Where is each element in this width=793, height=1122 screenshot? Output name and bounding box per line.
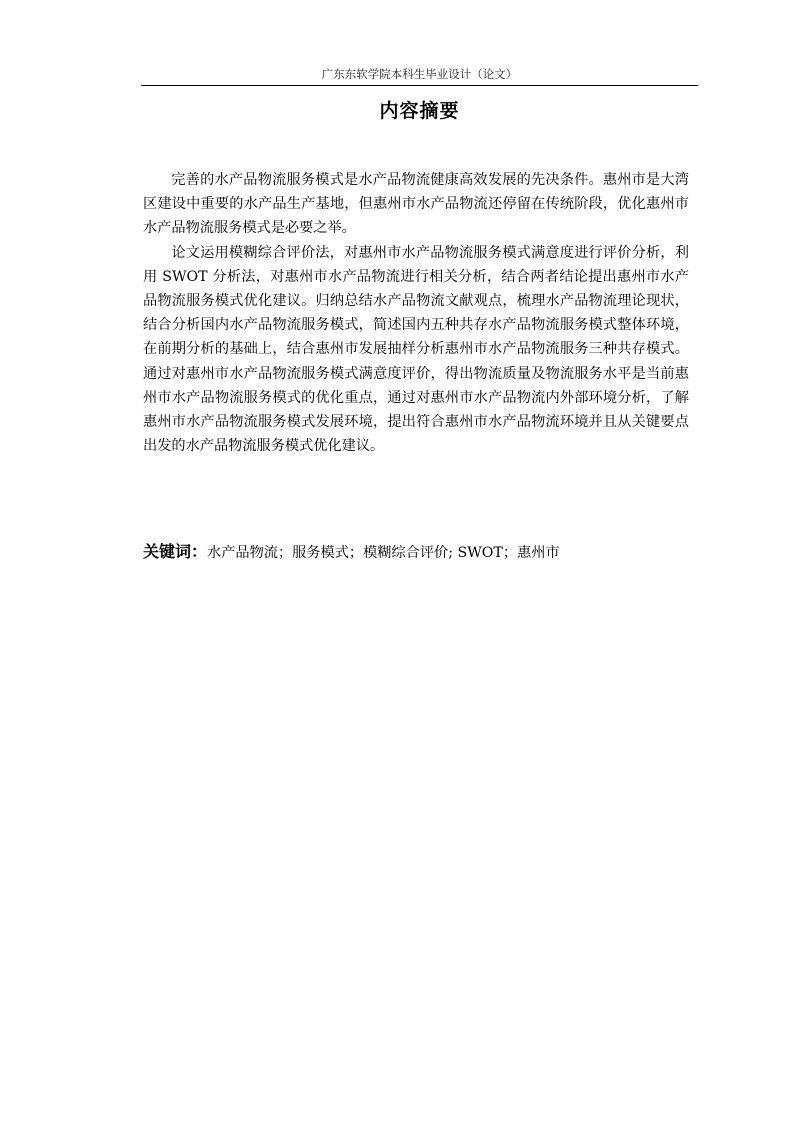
abstract-paragraph-1: 完善的水产品物流服务模式是水产品物流健康高效发展的先决条件。惠州市是大湾区建设中重要的水产品生产基地，但惠州市水产品物流还停留在传统阶段，优化惠州市水产品物流服务模式是必要之举。 <box>143 172 689 237</box>
header-divider <box>141 85 698 86</box>
abstract-body <box>143 168 689 458</box>
keywords-text: 水产品物流；服务模式；模糊综合评价; SWOT；惠州市 <box>207 545 560 561</box>
abstract-paragraph-2: 论文运用模糊综合评价法，对惠州市水产品物流服务模式满意度进行评价分析，利用 SWOT 分析法，对惠州市水产品物流进行相关分析，结合两者结论提出惠州市水产品物流服务模式优化建议。归纳总结水产品物流文献观点，梳理水产品物流理论现状，结合分析国内水产品物流服务模式，简述国内五种共存水产品物流服务模式整体环境，在前期分析的基础上，结合惠州市发展抽样分析惠州市水产品物流服务三种共存模式。通过对惠州市水产品物流服务模式满意度评价，得出物流质量及物流服务水平是当前惠州市水产品物流服务模式的优化重点，通过对惠州市水产品物流内外部环境分析，了解惠州市水产品物流服务模式发展环境，提出符合惠州市水产品物流环境并且从关键要点出发的水产品物流服务模式优化建议。 <box>143 244 689 455</box>
running-header: 广东东软学院本科生毕业设计（论文） <box>321 67 518 81</box>
page-title: 内容摘要 <box>379 100 460 122</box>
keywords-line <box>143 540 689 565</box>
keywords-label: 关键词： <box>143 542 208 561</box>
